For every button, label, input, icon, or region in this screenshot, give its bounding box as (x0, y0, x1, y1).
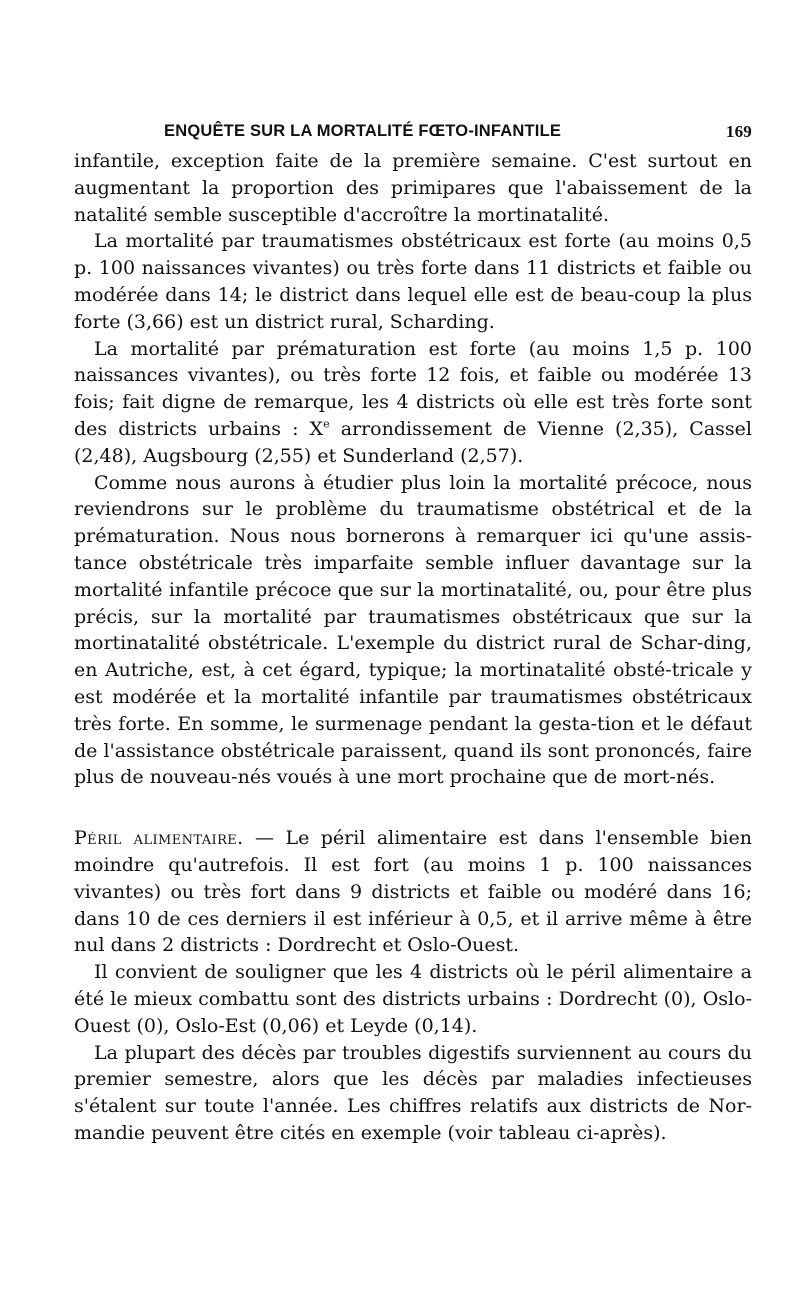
prematuration-text-start: La mortalité par prématuration est forte (au moins 1,5 p. 100 naissances vivantes), ou très forte 12 fois, et faible ou modérée 13 fois; fait digne de remarque, les 4 districts où elle est très forte sont des districts urbains : X (74, 337, 752, 440)
section-gap (74, 791, 752, 825)
section-heading: Péril alimentaire. (74, 827, 244, 850)
book-page (74, 118, 752, 1147)
running-title: ENQUÊTE SUR LA MORTALITÉ FŒTO-INFANTILE (164, 122, 562, 140)
text-body (74, 148, 752, 1147)
paragraph-districts-urbains: Il convient de souligner que les 4 districts où le péril alimentaire a été le mieux combattu sont des districts urbains : Dordrecht (0), Oslo-Ouest (0), Oslo-Est (0,06) et Leyde (0,14). (74, 961, 752, 1037)
ordinal-superscript: e (323, 417, 330, 431)
page-number: 169 (725, 122, 752, 141)
running-head (74, 118, 752, 148)
paragraph-peril-alimentaire (74, 825, 752, 959)
prematuration-text-end: arrondissement de Vienne (2,35), Cassel (2,48), Augsbourg (2,55) et Sunderland (2,57). (74, 417, 752, 467)
paragraph-traumatismes: La mortalité par traumatismes obstétricaux est forte (au moins 0,5 p. 100 naissances vivantes) ou très forte dans 11 districts et faible ou modérée dans 14; le district dans lequel elle est de beau-coup la plus forte (3,66) est un district rural, Scharding. (74, 230, 752, 333)
paragraph-troubles-digestifs: La plupart des décès par troubles digestifs surviennent au cours du premier semestre, alors que les décès par maladies infectieuses s'étalent sur toute l'année. Les chiffres relatifs aux districts de Nor-mandie peuvent être cités en exemple (voir tableau ci-après). (74, 1041, 752, 1144)
peril-alimentaire-text: — Le péril alimentaire est dans l'ensemble bien moindre qu'autrefois. Il est fort (au moins 1 p. 100 naissances vivantes) ou très fort dans 9 districts et faible ou modéré dans 16; dans 10 de ces derniers il est inférieur à 0,5, et il arrive même à être nul dans 2 districts : Dordrecht et Oslo-Ouest. (74, 827, 752, 957)
paragraph-prematuration (74, 336, 752, 470)
paragraph-continuation: infantile, exception faite de la première semaine. C'est surtout en augmentant la proportion des primipares que l'abaissement de la natalité semble susceptible d'accroître la mortinatalité. (74, 150, 752, 226)
paragraph-assistance-obstetricale: Comme nous aurons à étudier plus loin la mortalité précoce, nous reviendrons sur le problème du traumatisme obstétrical et de la prématuration. Nous nous bornerons à remarquer ici qu'une assis-tance obstétricale très imparfaite semble influer davantage sur la mortalité infantile précoce que sur la mortinatalité, ou, pour être plus précis, sur la mortalité par traumatismes obstétricaux que sur la mortinatalité obstétricale. L'exemple du district rural de Schar-ding, en Autriche, est, à cet égard, typique; la mortinatalité obsté-tricale y est modérée et la mortalité infantile par traumatismes obstétricaux très forte. En somme, le surmenage pendant la gesta-tion et le défaut de l'assistance obstétricale paraissent, quand ils sont prononcés, faire plus de nouveau-nés voués à une mort prochaine que de mort-nés. (74, 471, 752, 789)
